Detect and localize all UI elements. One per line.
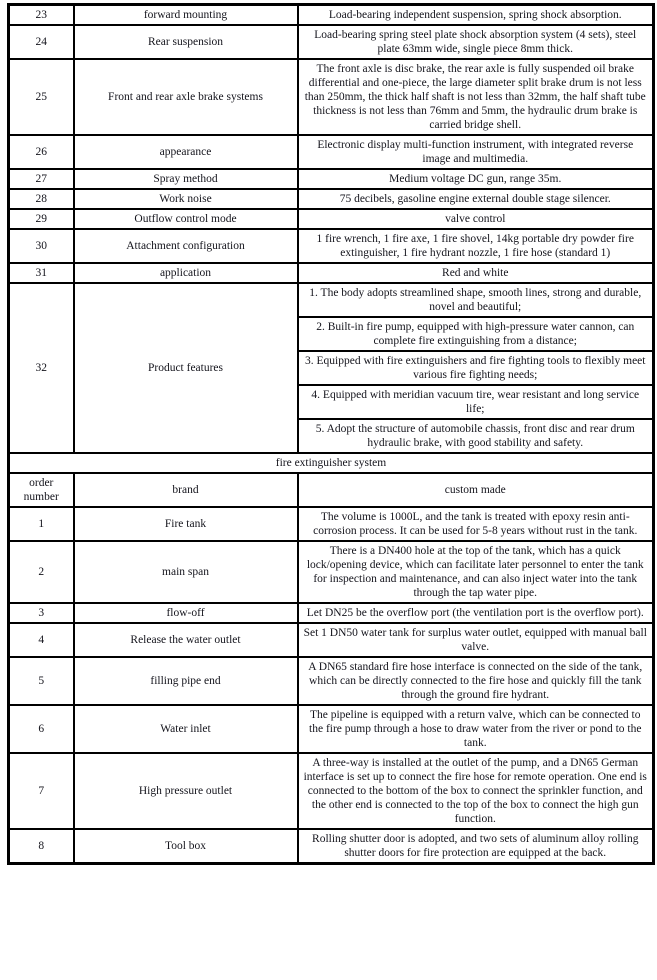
item-desc-cell: The volume is 1000L, and the tank is treated with epoxy resin anti-corrosion process. It can be used for 5-8 years without rust in the tank.	[298, 507, 654, 541]
item-name-cell: Spray method	[74, 169, 298, 189]
specification-table	[7, 3, 655, 865]
feature-item-cell: 2. Built-in fire pump, equipped with high-pressure water cannon, can complete fire extinguishing from a distance;	[298, 317, 654, 351]
item-desc-cell: 75 decibels, gasoline engine external double stage silencer.	[298, 189, 654, 209]
item-desc-cell: Let DN25 be the overflow port (the ventilation port is the overflow port).	[298, 603, 654, 623]
table-row	[9, 169, 654, 189]
row-number-cell: 31	[9, 263, 74, 283]
item-name-cell: Tool box	[74, 829, 298, 864]
row-number-cell: 29	[9, 209, 74, 229]
table-row	[9, 657, 654, 705]
item-desc-cell: The pipeline is equipped with a return valve, which can be connected to the fire pump through a hose to draw water from the river or pond to the tank.	[298, 705, 654, 753]
feature-item-cell: 1. The body adopts streamlined shape, smooth lines, strong and durable, novel and beautiful;	[298, 283, 654, 317]
item-desc-cell: Load-bearing spring steel plate shock absorption system (4 sets), steel plate 63mm wide, single piece 8mm thick.	[298, 25, 654, 59]
item-desc-cell: 1 fire wrench, 1 fire axe, 1 fire shovel, 14kg portable dry powder fire extinguisher, 1 fire hydrant nozzle, 1 fire hose (standard 1)	[298, 229, 654, 263]
column-header-row	[9, 473, 654, 507]
row-number-cell: 7	[9, 753, 74, 829]
item-desc-cell: valve control	[298, 209, 654, 229]
row-number-cell: 24	[9, 25, 74, 59]
row-number-cell: 27	[9, 169, 74, 189]
item-name-cell: appearance	[74, 135, 298, 169]
item-name-cell: Rear suspension	[74, 25, 298, 59]
row-number-cell: 30	[9, 229, 74, 263]
item-desc-cell: Medium voltage DC gun, range 35m.	[298, 169, 654, 189]
table-row	[9, 603, 654, 623]
table-row	[9, 623, 654, 657]
item-name-cell: application	[74, 263, 298, 283]
table-row	[9, 59, 654, 135]
row-number-cell: 2	[9, 541, 74, 603]
item-name-cell: flow-off	[74, 603, 298, 623]
item-name-cell: Front and rear axle brake systems	[74, 59, 298, 135]
feature-item-cell: 4. Equipped with meridian vacuum tire, wear resistant and long service life;	[298, 385, 654, 419]
row-number-cell: 25	[9, 59, 74, 135]
header-custom-made: custom made	[298, 473, 654, 507]
table-row	[9, 753, 654, 829]
item-name-cell: Attachment configuration	[74, 229, 298, 263]
item-name-cell: main span	[74, 541, 298, 603]
row-number-cell: 1	[9, 507, 74, 541]
item-name-cell: Outflow control mode	[74, 209, 298, 229]
item-name-cell: Product features	[74, 283, 298, 453]
item-desc-cell: There is a DN400 hole at the top of the tank, which has a quick lock/opening device, which can facilitate later personnel to enter the tank for inspection and maintenance, and can also inject water into the tank through the tap water pipe.	[298, 541, 654, 603]
header-brand: brand	[74, 473, 298, 507]
row-number-cell: 26	[9, 135, 74, 169]
table-row	[9, 209, 654, 229]
item-desc-cell: A DN65 standard fire hose interface is connected on the side of the tank, which can be directly connected to the fire hose and quickly fill the tank through the ground fire hydrant.	[298, 657, 654, 705]
row-number-cell: 8	[9, 829, 74, 864]
item-name-cell: forward mounting	[74, 5, 298, 26]
table-row	[9, 5, 654, 26]
table-row	[9, 705, 654, 753]
table-row	[9, 135, 654, 169]
row-number-cell: 3	[9, 603, 74, 623]
table-row	[9, 541, 654, 603]
row-number-cell: 32	[9, 283, 74, 453]
item-name-cell: High pressure outlet	[74, 753, 298, 829]
item-name-cell: Work noise	[74, 189, 298, 209]
item-name-cell: Water inlet	[74, 705, 298, 753]
table-row	[9, 829, 654, 864]
section-title-cell: fire extinguisher system	[9, 453, 654, 473]
feature-item-cell: 5. Adopt the structure of automobile chassis, front disc and rear drum hydraulic brake, with good stability and safety.	[298, 419, 654, 453]
item-desc-cell: Electronic display multi-function instrument, with integrated reverse image and multimedia.	[298, 135, 654, 169]
item-name-cell: Release the water outlet	[74, 623, 298, 657]
row-number-cell: 6	[9, 705, 74, 753]
row-number-cell: 4	[9, 623, 74, 657]
table-row	[9, 25, 654, 59]
table-row	[9, 189, 654, 209]
table-row	[9, 229, 654, 263]
item-desc-cell: The front axle is disc brake, the rear axle is fully suspended oil brake differential and one-piece, the large diameter split brake drum is not less than 250mm, the thick half shaft is not less than 32mm, the half shaft tube thickness is not less than 76mm and 5mm, the hydraulic drum brake is carried bridge shell.	[298, 59, 654, 135]
header-order-number: order number	[9, 473, 74, 507]
row-number-cell: 5	[9, 657, 74, 705]
table-row-product-features	[9, 283, 654, 317]
row-number-cell: 28	[9, 189, 74, 209]
table-row	[9, 507, 654, 541]
row-number-cell: 23	[9, 5, 74, 26]
item-desc-cell: Set 1 DN50 water tank for surplus water outlet, equipped with manual ball valve.	[298, 623, 654, 657]
item-desc-cell: Rolling shutter door is adopted, and two sets of aluminum alloy rolling shutter doors for fire protection are equipped at the back.	[298, 829, 654, 864]
item-desc-cell: Load-bearing independent suspension, spring shock absorption.	[298, 5, 654, 26]
feature-item-cell: 3. Equipped with fire extinguishers and fire fighting tools to flexibly meet various fire fighting needs;	[298, 351, 654, 385]
section-header-row	[9, 453, 654, 473]
item-desc-cell: Red and white	[298, 263, 654, 283]
item-desc-cell: A three-way is installed at the outlet of the pump, and a DN65 German interface is set up to connect the fire hose for remote operation. One end is connected to the bottom of the box to connect the sprinkler function, and the other end is connected to the top of the box to connect the high gun function.	[298, 753, 654, 829]
item-name-cell: Fire tank	[74, 507, 298, 541]
table-row	[9, 263, 654, 283]
item-name-cell: filling pipe end	[74, 657, 298, 705]
